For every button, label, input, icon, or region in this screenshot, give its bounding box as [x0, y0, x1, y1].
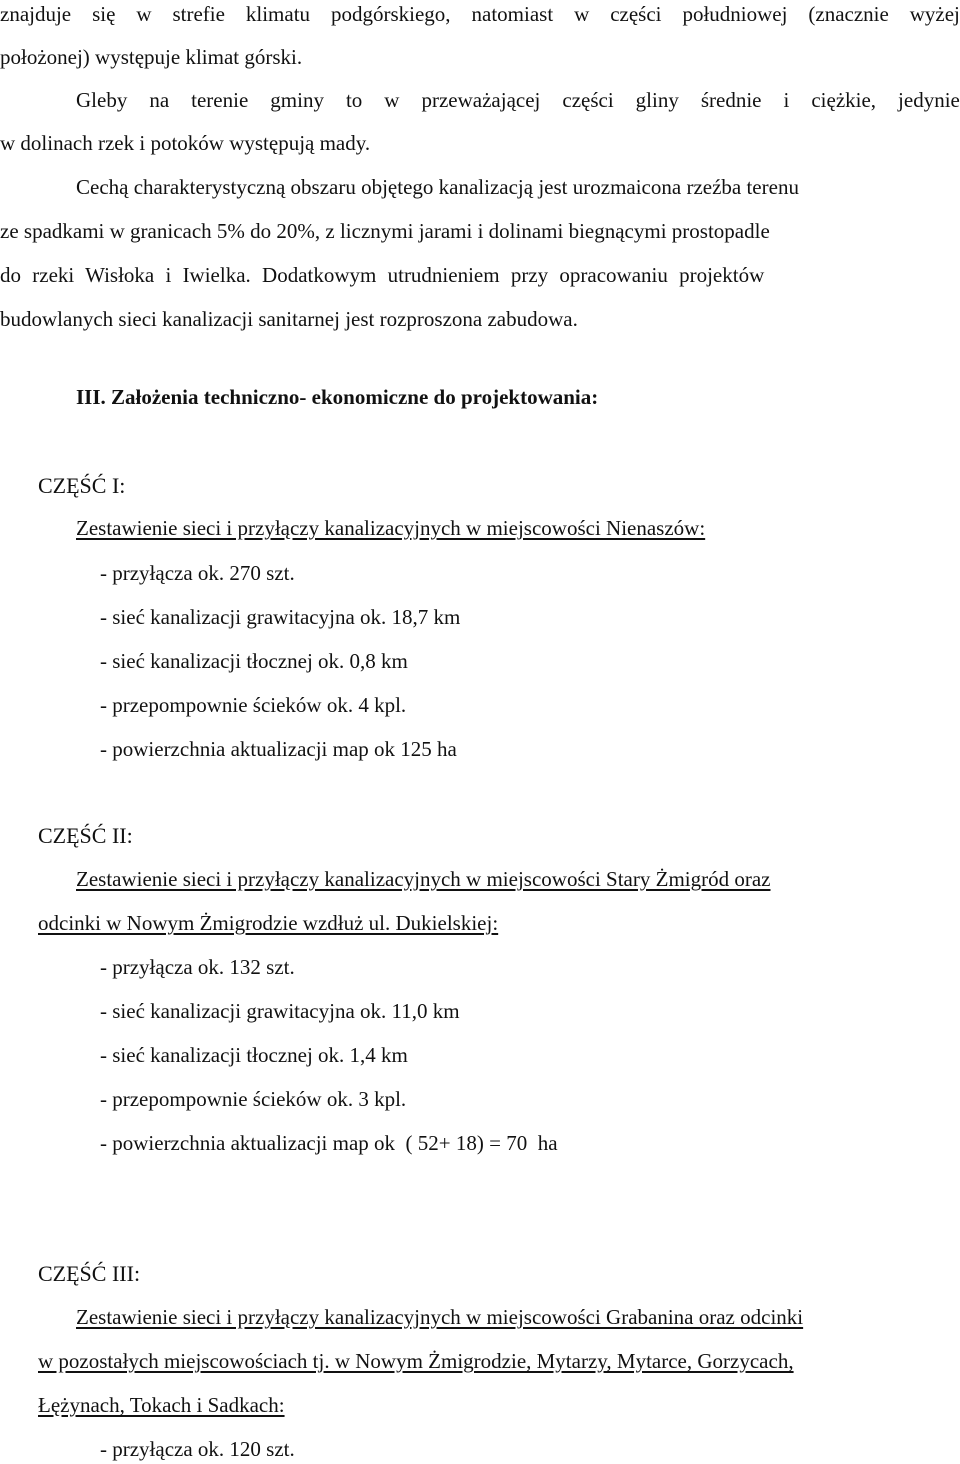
paragraph-line: Gleby na terenie gminy to w przeważającej części gliny średnie i ciężkie, jedynie	[76, 88, 960, 112]
list-item: - sieć kanalizacji grawitacyjna ok. 18,7 km	[100, 605, 461, 629]
section-heading: III. Założenia techniczno- ekonomiczne do projektowania:	[76, 385, 599, 409]
list-item: - przepompownie ścieków ok. 4 kpl.	[100, 693, 407, 717]
paragraph-line: ze spadkami w granicach 5% do 20%, z licznymi jarami i dolinami biegnącymi prostopadle	[0, 219, 770, 243]
part-title: CZĘŚĆ I:	[38, 473, 126, 498]
paragraph-line: do rzeki Wisłoka i Iwielka. Dodatkowym utrudnieniem przy opracowaniu projektów	[0, 263, 765, 287]
list-item: - sieć kanalizacji tłocznej ok. 0,8 km	[100, 649, 408, 673]
list-item: - powierzchnia aktualizacji map ok ( 52+ 18) = 70 ha	[100, 1131, 558, 1155]
list-item: - sieć kanalizacji tłocznej ok. 1,4 km	[100, 1043, 408, 1067]
list-item: - przepompownie ścieków ok. 3 kpl.	[100, 1087, 407, 1111]
part-subtitle: Zestawienie sieci i przyłączy kanalizacyjnych w miejscowości Stary Żmigród oraz	[76, 867, 771, 891]
paragraph-line: Cechą charakterystyczną obszaru objętego kanalizacją jest urozmaicona rzeźba terenu	[76, 175, 799, 199]
list-item: - powierzchnia aktualizacji map ok 125 ha	[100, 737, 457, 761]
list-item: - sieć kanalizacji grawitacyjna ok. 11,0 km	[100, 999, 460, 1023]
part-subtitle: odcinki w Nowym Żmigrodzie wzdłuż ul. Dukielskiej:	[38, 911, 499, 935]
paragraph-line: w dolinach rzek i potoków występują mady.	[0, 131, 371, 155]
part-subtitle: Zestawienie sieci i przyłączy kanalizacyjnych w miejscowości Grabanina oraz odcinki	[76, 1305, 804, 1329]
part-subtitle: Łężynach, Tokach i Sadkach:	[38, 1393, 285, 1417]
part-subtitle: w pozostałych miejscowościach tj. w Nowym Żmigrodzie, Mytarzy, Mytarce, Gorzycach,	[38, 1349, 794, 1373]
list-item: - przyłącza ok. 120 szt.	[100, 1437, 295, 1461]
paragraph-line: położonej) występuje klimat górski.	[0, 45, 303, 69]
part-subtitle: Zestawienie sieci i przyłączy kanalizacyjnych w miejscowości Nienaszów:	[76, 516, 706, 540]
part-title: CZĘŚĆ III:	[38, 1261, 141, 1286]
paragraph-line: budowlanych sieci kanalizacji sanitarnej jest rozproszona zabudowa.	[0, 307, 578, 331]
list-item: - przyłącza ok. 132 szt.	[100, 955, 295, 979]
part-title: CZĘŚĆ II:	[38, 823, 133, 848]
paragraph-line: znajduje się w strefie klimatu podgórskiego, natomiast w części południowej (znacznie wyżej	[0, 2, 960, 26]
list-item: - przyłącza ok. 270 szt.	[100, 561, 295, 585]
